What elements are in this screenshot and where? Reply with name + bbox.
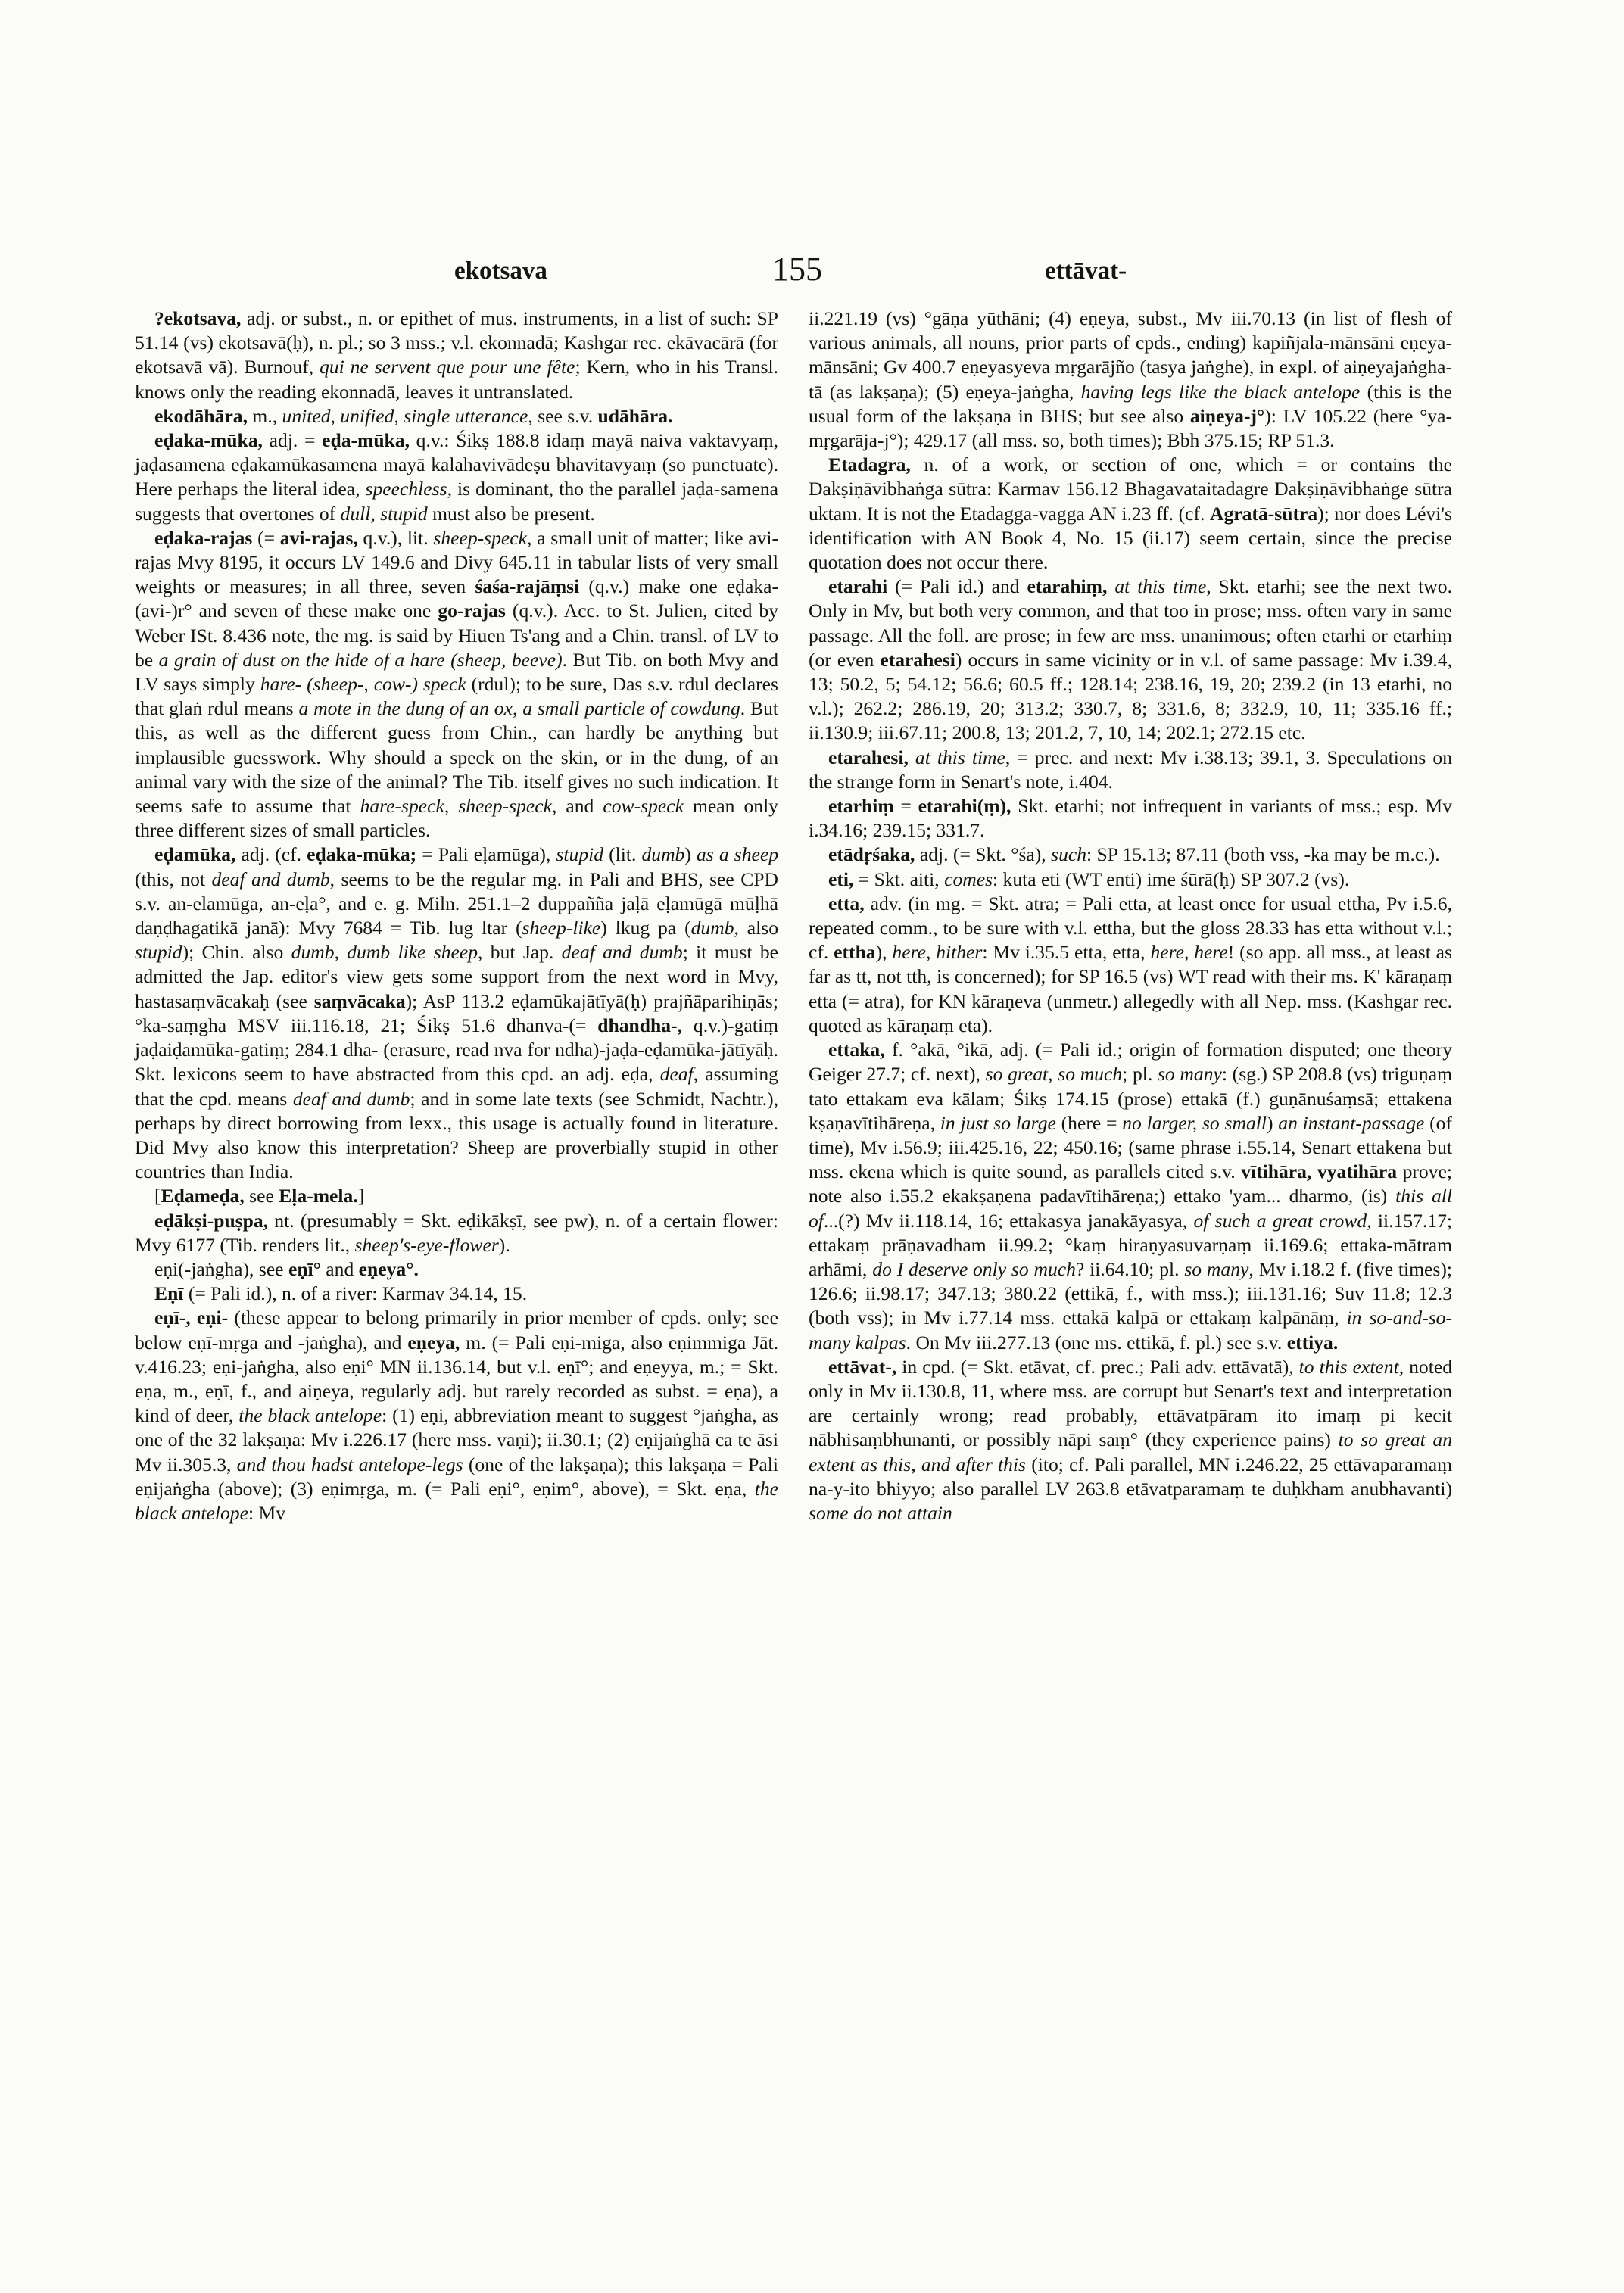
italic-gloss: a mote in the dung of an ox, a small particle of cowdung	[298, 697, 740, 720]
entry-text: : SP 15.13; 87.11 (both vss, -ka may be m.c.).	[1086, 843, 1440, 866]
entry-text: m.,	[248, 404, 282, 427]
entry-text: . But Tib. on both Mvy and LV says simply	[135, 648, 778, 696]
entry-text: ; pl.	[1122, 1063, 1158, 1086]
entry-text: (this, not	[135, 868, 212, 890]
entry-text: ) lkug pa (	[600, 917, 691, 939]
bold-term: eṇeya,	[407, 1331, 460, 1354]
bold-term: dhandha-,	[597, 1014, 682, 1036]
entry-text: , noted only in Mv ii.130.8, 11, where mss. are corrupt but Senart's text and interpretation are certainly wrong; read probably, ettāvatpāram ito imaṃ pi kecit nābhisaṃbhunanti, or possibly nāpi saṃ° (they experience pains)	[809, 1355, 1452, 1451]
italic-gloss: deaf	[659, 1063, 694, 1086]
entry-text: and	[320, 1257, 359, 1280]
entry-text: (lit.	[603, 843, 642, 866]
entry-text: ; and in some late texts (see Schmidt, Nachtr.), perhaps by direct borrowing from lexx., this usage is actually found in literature. Did Mvy also know this interpretation? Sheep are proverbially stupid in other countries than India.	[135, 1087, 778, 1183]
entry-text: q.v.)-gatiṃ jaḍaiḍamūka-gatiṃ; 284.1 dha- (erasure, read nva for ndha)-jaḍa-eḍamūka-jātīyāḥ. Skt. lexicons seem to have abstracted from this cpd. an adj. eḍa,	[135, 1014, 778, 1086]
italic-gloss: speechless	[365, 478, 447, 500]
italic-gloss: deaf and dumb	[561, 941, 683, 964]
entry-text: , and	[551, 795, 603, 818]
italic-gloss: the black antelope	[135, 1477, 778, 1524]
entry-text: q.v.: Śikṣ 188.8 idaṃ mayā naiva vaktavyaṃ, jaḍasamena eḍakamūkasamena mayā kalahavivādeṣu bhavitavyaṃ (so punctuate). Here perhaps the literal idea,	[135, 429, 779, 500]
dictionary-entry	[809, 746, 1452, 794]
entry-text: , seems to be the regular mg. in Pali and BHS, see CPD s.v. an-elamūga, an-eḷa°, and e. g. Miln. 251.1–2 duppañña jaḷā eḷamūgā mūḷhā daṇḍhagatikā janā): Mvy 7684 = Tib. lug ltar (	[135, 868, 778, 939]
dictionary-entry	[809, 1038, 1452, 1355]
entry-text: , also	[734, 917, 778, 939]
italic-gloss: an instant-passage	[1278, 1111, 1425, 1134]
italic-gloss: qui ne servent que pour une fête	[320, 356, 575, 379]
bold-term: etarahesi,	[828, 746, 909, 768]
italic-gloss: this all of	[809, 1185, 1452, 1232]
entry-text: n. of a work, or section of one, which = or contains the Dakṣiṇāvibhaṅga sūtra: Karmav 156.12 Bhagavataitadagre Dakṣiṇāvibhaṅge sūtra uktam. It is not the Etadagga-vagga AN i.23 ff. (cf.	[809, 453, 1452, 525]
italic-gloss: in so-and-so-many kalpas	[809, 1307, 1453, 1354]
dictionary-entry	[135, 404, 778, 428]
italic-gloss: deaf and dumb	[292, 1087, 410, 1110]
italic-gloss: so many	[1157, 1063, 1222, 1086]
entry-text: . But this, as well as the different guess from Chin., can hardly be anything but implausible guesswork. Why should a speck on the skin, or in the dung, of an animal vary with the size of the animal? The Tib. itself gives no such indication. It seems safe to assume that	[135, 697, 779, 818]
entry-text	[909, 746, 915, 768]
left-guide-word: ekotsava	[454, 257, 547, 285]
entry-text: must also be present.	[427, 502, 595, 525]
entry-text: : (1) eṇi, abbreviation meant to suggest °jaṅgha, as one of the 32 lakṣaṇa: Mv i.226.17 (here mss. vaṇi); ii.30.1; (2) eṇijaṅghā ca te āsi Mv ii.305.3,	[135, 1404, 778, 1475]
bold-term: eti,	[828, 868, 854, 890]
italic-gloss: united, unified, single utterance	[282, 404, 528, 427]
italic-gloss: comes	[944, 868, 993, 890]
entry-text: (ito; cf. Pali parallel, MN i.246.22, 25 ettāvaparamaṃ na-y-ito bhiyyo; also parallel LV 263.8 etāvatparamaṃ te duḥkham anubhavanti)	[809, 1453, 1452, 1500]
bold-term: eḍa-mūka,	[322, 429, 410, 452]
italic-gloss: sheep-speck	[433, 526, 528, 549]
entry-text: ).	[498, 1233, 510, 1256]
bold-term: etarahi(ṃ),	[918, 795, 1011, 818]
italic-gloss: to so great an extent as this, and after this	[809, 1428, 1452, 1475]
italic-gloss: of such a great crowd	[1193, 1209, 1367, 1232]
italic-gloss: dull, stupid	[340, 502, 428, 525]
entry-text: ); nor does Lévi's identification with AN Book 4, No. 15 (ii.17) seem certain, since the precise quotation does not occur there.	[809, 502, 1452, 574]
entry-text: adj. (cf.	[235, 843, 307, 866]
italic-gloss: stupid	[556, 843, 604, 866]
entry-text: Skt. etarhi; not infrequent in variants of mss.; esp. Mv i.34.16; 239.15; 331.7.	[809, 795, 1452, 842]
dictionary-entry	[809, 892, 1452, 1038]
entry-text: prove; note also i.55.2 ekakṣaṇena padavītihāreṇa;) ettako 'yam... dharmo, (is)	[809, 1161, 1452, 1207]
dictionary-entry	[135, 1209, 778, 1257]
entry-text: = Skt. aiti,	[853, 868, 945, 890]
bold-term: śaśa-rajāṃsi	[475, 575, 580, 598]
bold-term: ?ekotsava,	[154, 307, 242, 329]
entry-text: see	[254, 1257, 288, 1280]
italic-gloss: dumb	[641, 843, 685, 866]
bold-term: ettha	[834, 941, 876, 964]
entry-text: adj. =	[262, 429, 323, 452]
left-column	[135, 307, 778, 1525]
italic-gloss: at this time	[1114, 575, 1207, 598]
italic-gloss: hare- (sheep-, cow-) speck	[260, 673, 466, 696]
bold-term: ettāvat-,	[828, 1355, 897, 1378]
entry-text: adj. (= Skt. °śa),	[915, 843, 1052, 866]
dictionary-entry	[809, 868, 1452, 892]
italic-gloss: sheep's-eye-flower	[354, 1233, 499, 1256]
entry-text	[1107, 575, 1114, 597]
italic-gloss: as a sheep	[696, 843, 779, 866]
entry-text: (= Pali id.) and	[887, 575, 1027, 598]
italic-gloss: in just so large	[940, 1111, 1056, 1134]
dictionary-entry	[135, 843, 778, 1184]
bold-term: eḍaka-mūka,	[154, 429, 263, 452]
bold-term: udāhāra.	[597, 404, 673, 427]
entry-text: ...(?) Mv ii.118.14, 16; ettakasya janakāyasya,	[823, 1209, 1194, 1232]
bold-term: Eḍameḍa,	[161, 1185, 245, 1207]
entry-text: , ii.157.17; ettakaṃ prāṇavadham ii.99.2; °kaṃ hiraṇyasuvarṇaṃ ii.169.6; ettaka-mātram arhāmi,	[809, 1209, 1452, 1280]
entry-text: ? ii.64.10; pl.	[1075, 1257, 1185, 1280]
entry-text: , = prec. and next: Mv i.38.13; 39.1, 3. Speculations on the strange form in Senart's note, i.404.	[809, 746, 1452, 793]
dictionary-entry	[135, 526, 778, 843]
italic-gloss: deaf and dumb	[211, 868, 330, 890]
dictionary-entry	[809, 843, 1452, 867]
bold-term: go-rajas	[438, 600, 506, 622]
entry-text: adj. or subst., n. or epithet of mus. instruments, in a list of such: SP 51.14 (vs) ekotsavā(ḥ), n. pl.; so 3 mss.; v.l. ekonnadā; Kashgar rec. ekāvacārā (for ekotsavā vā). Burnouf,	[135, 307, 778, 379]
entry-text: )	[684, 843, 697, 866]
italic-gloss: no larger, so small	[1122, 1111, 1267, 1134]
entry-text: ! (so app. all mss., at least as far as tt, not tth, is concerned); for SP 16.5 (vs) WT read with their ms. K' kāraṇaṃ etta (= atra), for KN kāraṇeva (unmetr.) allegedly with all Nep. mss. (Kashgar rec. quoted as kāraṇaṃ eta).	[809, 941, 1453, 1036]
entry-text: mean only three different sizes of small particles.	[135, 795, 778, 842]
entry-text: (one of the lakṣaṇa); this lakṣaṇa = Pali eṇijaṅgha (above); (3) eṇimṛga, m. (= Pali eṇi°, eṇim°, above), = Skt. eṇa,	[135, 1453, 778, 1500]
entry-text: : Mv i.35.5 etta, etta,	[982, 941, 1151, 964]
entry-text: in cpd. (= Skt. etāvat, cf. prec.; Pali adv. ettāvatā),	[896, 1355, 1299, 1378]
entry-text: , Skt. etarhi; see the next two. Only in Mv, but both very common, and that too in prose; mss. often vary in same passage. All the foll. are prose; in few are mss. unanimous; often etarhi or etarhiṃ (or even	[809, 575, 1452, 671]
entry-text: ; Kern, who in his Transl. knows only the reading ekonnadā, leaves it untranslated.	[135, 356, 778, 403]
dictionary-entry	[809, 575, 1452, 745]
italic-gloss: sheep-like	[522, 917, 601, 939]
entry-text: , see s.v.	[528, 404, 598, 427]
bold-term: ettiya.	[1286, 1331, 1339, 1354]
right-column	[809, 307, 1452, 1525]
bold-term: etādṛśaka,	[828, 843, 915, 866]
bold-term: eḍamūka,	[154, 843, 236, 866]
entry-text: nt. (presumably = Skt. eḍikākṣī, see pw), n. of a certain flower: Mvy 6177 (Tib. renders lit.,	[135, 1209, 778, 1256]
bold-term: Eḷa-mela.	[279, 1185, 358, 1207]
bold-term: eḍaka-rajas	[154, 526, 253, 549]
bold-term: etarahesi	[880, 648, 955, 671]
entry-text: = Pali eḷamūga),	[416, 843, 556, 866]
entry-text: (q.v.) make one eḍaka-(avi-)r° and seven of these make one	[135, 575, 778, 622]
italic-gloss: such	[1051, 843, 1087, 866]
entry-text: , but Jap.	[478, 941, 562, 964]
dictionary-entry	[135, 428, 778, 526]
dictionary-entry	[809, 453, 1452, 575]
italic-gloss: stupid	[135, 941, 182, 964]
entry-text: (=	[252, 526, 280, 549]
entry-text: ]	[357, 1185, 365, 1207]
italic-gloss: so many	[1184, 1257, 1249, 1280]
italic-gloss: dumb, dumb like sheep	[291, 941, 478, 964]
dictionary-entry	[809, 794, 1452, 843]
entry-text: : kuta eti (WT enti) ime śūrā(ḥ) SP 307.2 (vs).	[993, 868, 1350, 890]
bold-term: ettaka,	[828, 1039, 885, 1061]
entry-text: ); Chin. also	[182, 941, 291, 964]
running-head	[0, 250, 1624, 295]
italic-gloss: cow-speck	[603, 795, 684, 818]
italic-gloss: and thou hadst antelope-legs	[236, 1453, 463, 1475]
entry-text: . On Mv iii.277.13 (one ms. ettikā, f. pl.) see s.v.	[906, 1331, 1287, 1354]
dictionary-entry	[809, 1355, 1452, 1525]
bold-term: eṇī-, eṇi-	[154, 1307, 229, 1329]
entry-text: [	[154, 1185, 161, 1207]
entry-text: ) occurs in same vicinity or in v.l. of same passage: Mv i.39.4, 13; 50.2, 5; 54.12; 56.6; 60.5 ff.; 128.14; 238.16, 19, 20; 239.2 (in 13 etarhi, no v.l.); 262.2; 286.19, 20; 313.2; 330.7, 8; 331.6, 8; 332.9, 10, 11; 335.16 ff.; ii.130.9; iii.67.11; 200.8, 13; 201.2, 7, 10, 14; 202.1; 272.15 etc.	[809, 648, 1452, 744]
italic-gloss: to this extent	[1298, 1355, 1399, 1378]
bold-term: avi-rajas,	[279, 526, 358, 549]
bold-term: eḍaka-mūka;	[307, 843, 417, 866]
italic-gloss: here, here	[1150, 941, 1228, 964]
bold-term: etarahi	[828, 575, 888, 598]
bold-term: etarahiṃ,	[1027, 575, 1108, 598]
bold-term: Etadagra,	[828, 453, 911, 476]
entry-text: )	[1266, 1111, 1279, 1134]
entry-text: q.v.), lit.	[357, 526, 434, 549]
dictionary-entry	[809, 307, 1452, 453]
dictionary-entry	[135, 307, 778, 404]
entry-text: (here =	[1055, 1111, 1123, 1134]
bold-term: Eṇī	[154, 1282, 184, 1305]
italic-gloss: a grain of dust on the hide of a hare (sheep, beeve)	[158, 648, 563, 671]
entry-text: (q.v.). Acc. to St. Julien, cited by Weber ISt. 8.436 note, the mg. is said by Hiuen Ts'ang and a Chin. transl. of LV to be	[135, 600, 778, 671]
entry-text: , assuming that the cpd. means	[135, 1063, 778, 1110]
bold-term: eṇeya°.	[358, 1257, 419, 1280]
bold-term: aiṇeya-j°	[1189, 404, 1265, 427]
italic-gloss: hare-speck, sheep-speck	[360, 795, 552, 818]
italic-gloss: some do not attain	[809, 1501, 952, 1524]
entry-text: (this is the usual form of the lakṣaṇa in BHS; but see also	[809, 380, 1452, 427]
entry-text: , a small unit of matter; like avi-rajas Mvy 8195, it occurs LV 149.6 and Divy 645.11 in tabular lists of very small weights or measures; in all three, seven	[135, 526, 778, 598]
bold-term: eṇī°	[288, 1257, 321, 1280]
italic-gloss: so great, so much	[985, 1063, 1123, 1086]
entry-text: ); AsP 113.2 eḍamūkajātīyā(ḥ) prajñāparihiṇās; °ka-saṃgha MSV iii.116.18, 21; Śikṣ 51.6 dhanva-(=	[135, 989, 778, 1036]
entry-text: (= Pali id.), n. of a river: Karmav 34.14, 15.	[183, 1282, 528, 1305]
entry-text: (these appear to belong primarily in prior member of cpds. only; see below eṇī-mṛga and -jaṅgha), and	[135, 1307, 778, 1354]
entry-text: see	[244, 1185, 279, 1207]
italic-gloss: do I deserve only so much	[872, 1257, 1076, 1280]
bold-term: saṃvācaka	[313, 989, 406, 1012]
bold-term: vītihāra, vyatihāra	[1241, 1161, 1398, 1183]
bold-term: etarhiṃ	[828, 795, 894, 818]
entry-text: , is dominant, tho the parallel jaḍa-samena suggests that overtones of	[135, 478, 778, 525]
italic-gloss: the black antelope	[238, 1404, 382, 1427]
italic-gloss: having legs like the black antelope	[1080, 380, 1361, 403]
entry-text: m. (= Pali eṇi-miga, also eṇimmiga Jāt. v.416.23; eṇi-jaṅgha, also eṇi° MN ii.136.14, but v.l. eṇī°; and eṇeyya, m.; = Skt. eṇa, m., eṇī, f., and aiṇeya, regularly adj. but rarely recorded as subst. = eṇa), a kind of deer,	[135, 1331, 778, 1427]
entry-text: ii.221.19 (vs) °gāṇa yūthāni; (4) eṇeya, subst., Mv iii.70.13 (in list of flesh of various animals, all nouns, prior parts of cpds., ending) kapiñjala-mānsāni eṇeya-mānsāni; Gv 400.7 eṇeyasyeva mṛgarājño (tasya jaṅghe), in expl. of aiṇeyajaṅgha-tā (as lakṣaṇa); (5) eṇeya-jaṅgha,	[809, 307, 1452, 403]
entry-text: ; it must be admitted the Jap. editor's view gets some support from the next word in Mvy, hastasaṃvācakaḥ (see	[135, 941, 778, 1012]
dictionary-entry	[135, 1282, 778, 1306]
entry-text: (of time), Mv i.56.9; iii.425.16, 22; 450.16; (same phrase i.55.14, Senart ettakena but mss. ekena which is quite sound, as parallels cited s.v.	[809, 1111, 1452, 1183]
entry-text: , Mv i.18.2 f. (five times); 126.6; ii.98.17; 347.13; 380.22 (ettikā, f., with mss.); iii.131.16; Suv 11.8; 12.3 (both vss); in Mv i.77.14 mss. ettakā kalpā or ettakaṃ kalpānāṃ,	[809, 1257, 1453, 1329]
entry-text: =	[893, 795, 918, 818]
dictionary-entry	[135, 1306, 778, 1525]
bold-term: etta,	[828, 892, 865, 914]
italic-gloss: at this time	[915, 746, 1005, 768]
entry-text: adv. (in mg. = Skt. atra; = Pali etta, at least once for usual ettha, Pv i.5.6, repeated comm., to be sure with v.l. ettha, but the gloss 28.33 has etta without v.l.; cf.	[809, 892, 1452, 964]
italic-gloss: dumb	[690, 917, 734, 939]
italic-gloss: here, hither	[892, 941, 983, 964]
dictionary-entry	[135, 1257, 778, 1282]
bold-term: Agratā-sūtra	[1210, 502, 1318, 525]
entry-text: : Mv	[248, 1501, 286, 1524]
page-number: 155	[772, 251, 822, 288]
bold-term: eḍākṣi-puṣpa,	[154, 1209, 269, 1232]
right-guide-word: ettāvat-	[1045, 257, 1127, 285]
entry-text: ): LV 105.22 (here °ya-mṛgarāja-j°); 429.17 (all mss. so, both times); Bbh 375.15; RP 51.3.	[809, 404, 1452, 452]
entry-text: : (sg.) SP 208.8 (vs) triguṇaṃ tato ettakam eva kālam; Śikṣ 174.15 (prose) ettakā (f.) guṇānuśaṃsā; ettakena kṣaṇavītihāreṇa,	[809, 1063, 1452, 1134]
dictionary-entry	[135, 1184, 778, 1208]
entry-text: ),	[875, 941, 893, 964]
entry-text: f. °akā, °ikā, adj. (= Pali id.; origin of formation disputed; one theory Geiger 27.7; cf. next),	[809, 1039, 1452, 1086]
entry-text: eṇi(-jaṅgha),	[154, 1257, 254, 1280]
entry-text: (rdul); to be sure, Das s.v. rdul declares that glaṅ rdul means	[135, 673, 778, 720]
bold-term: ekodāhāra,	[154, 404, 248, 427]
